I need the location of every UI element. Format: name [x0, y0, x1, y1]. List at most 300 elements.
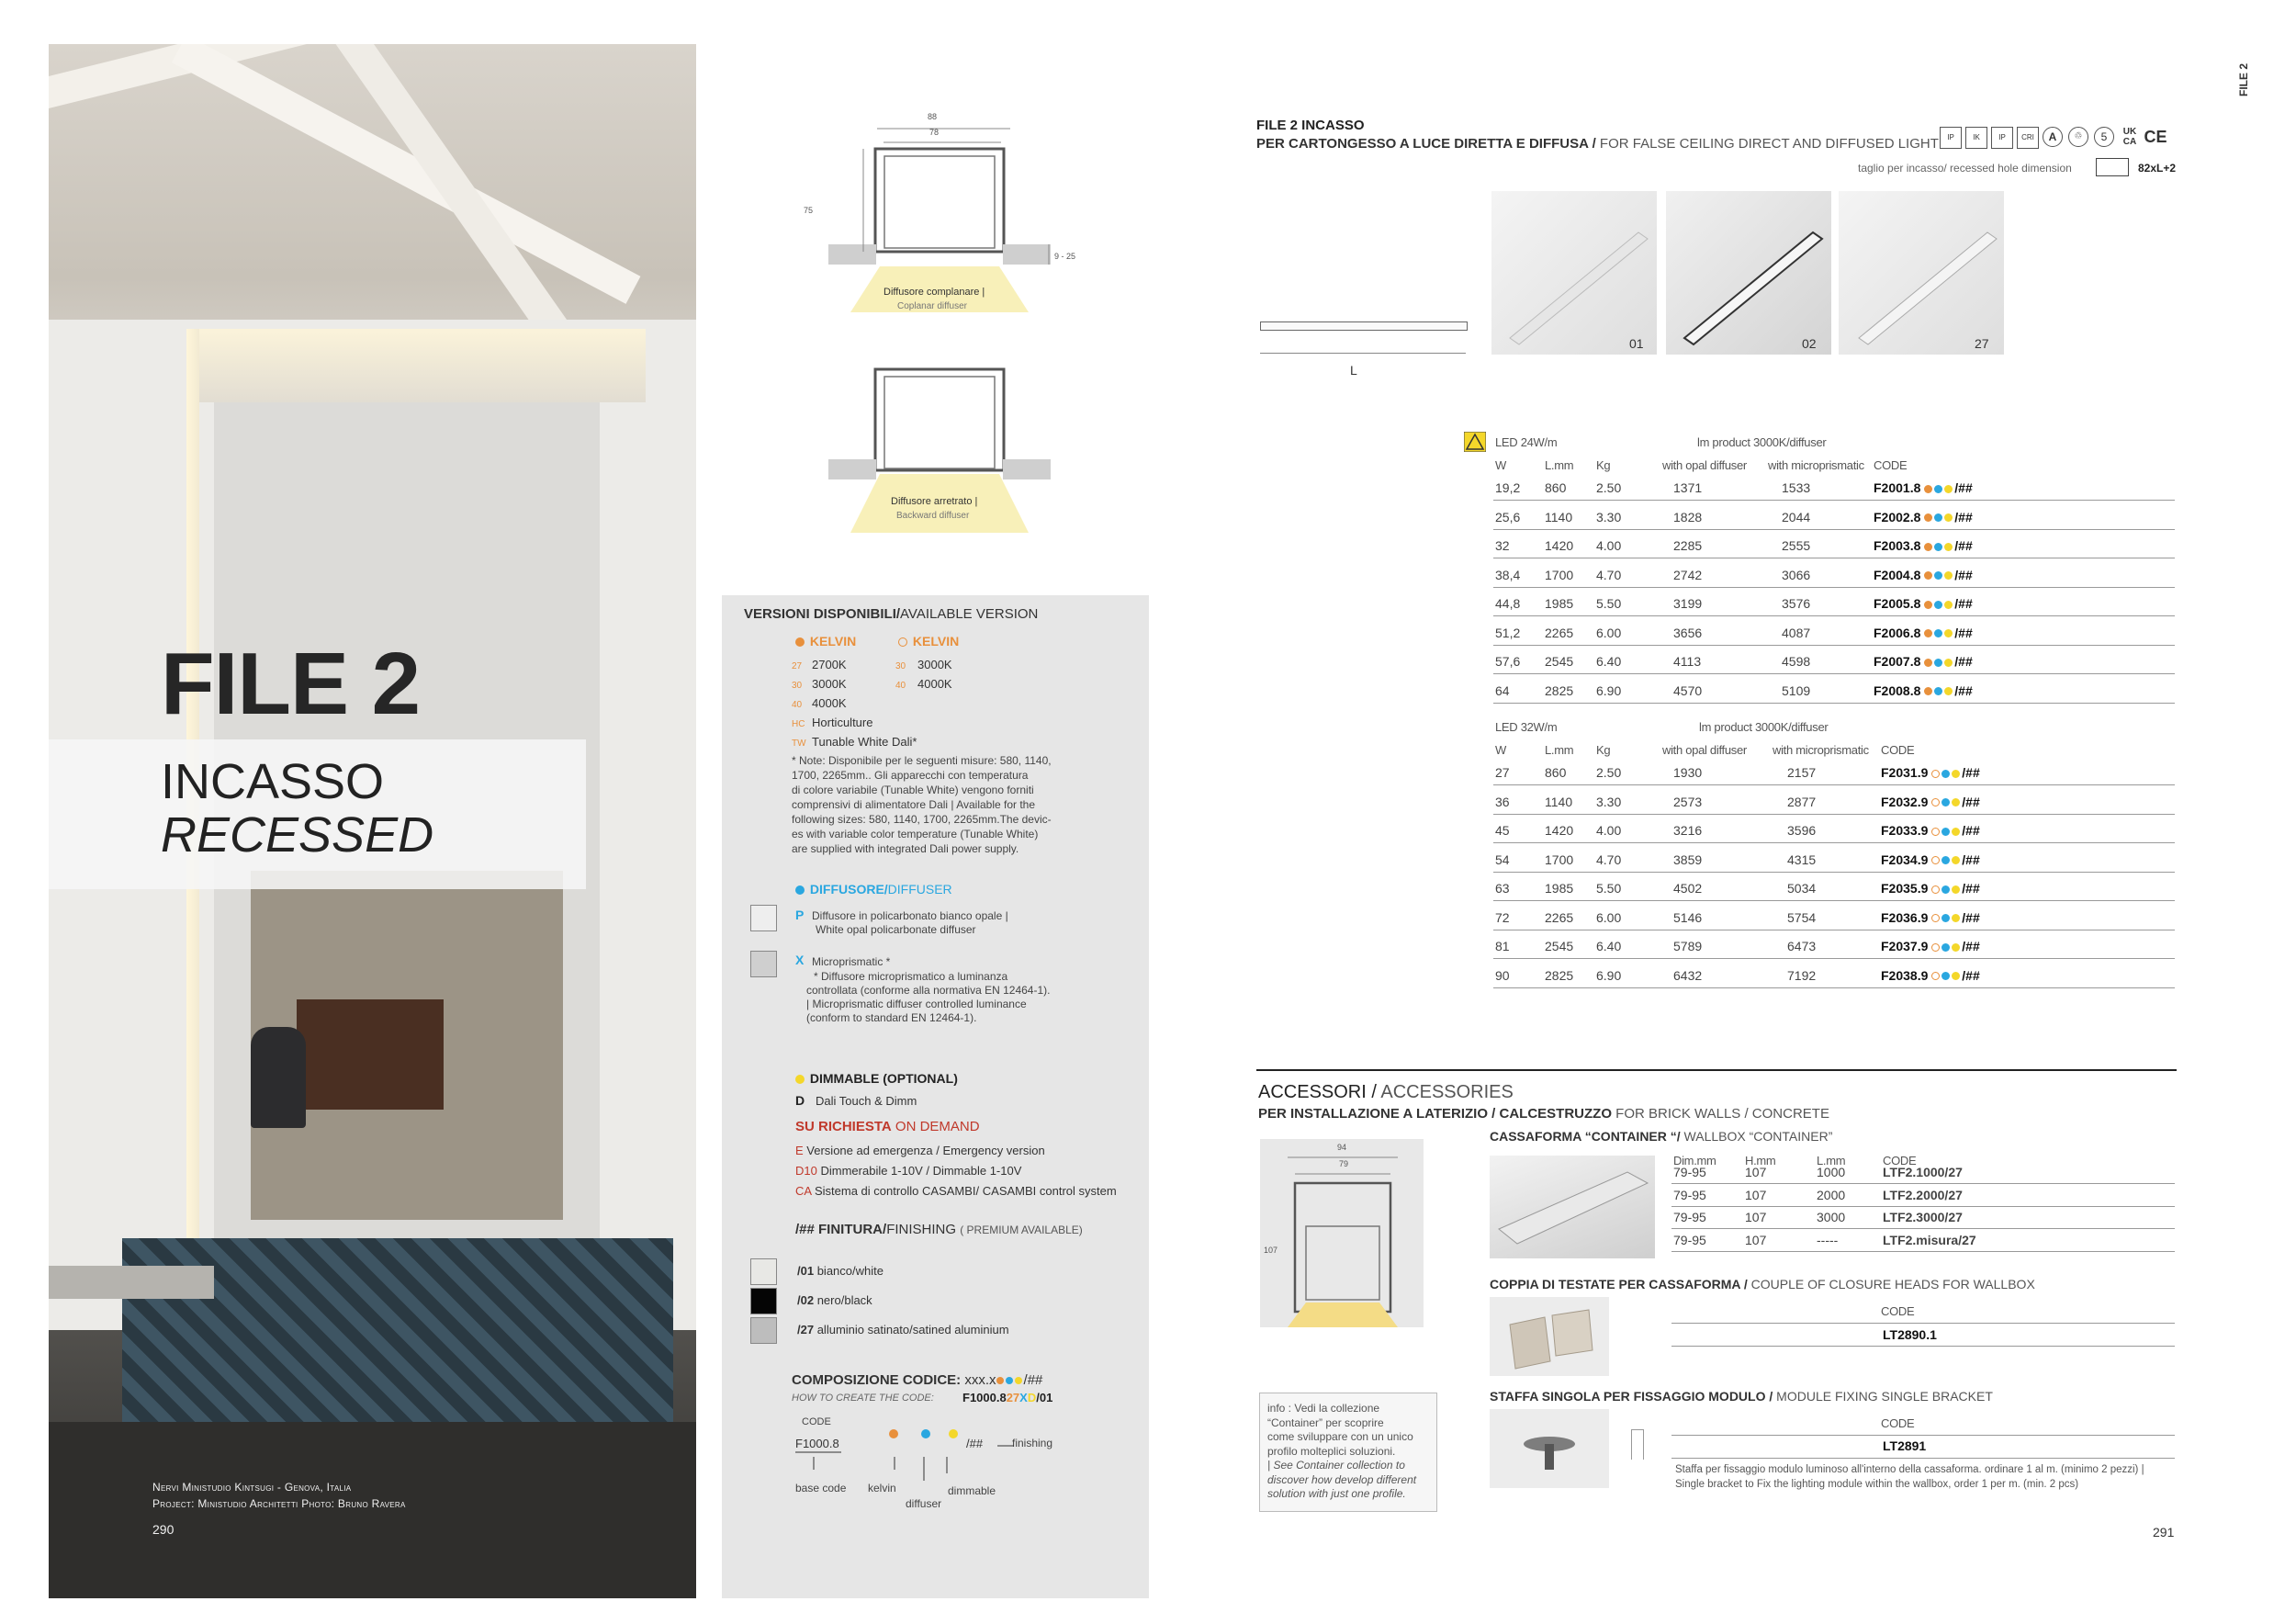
table-cell: 2545 [1545, 654, 1574, 669]
table-cell: 860 [1545, 765, 1567, 780]
ceiling-beam [172, 44, 640, 304]
table-cell: 1420 [1545, 823, 1574, 838]
finish-item [797, 1293, 872, 1307]
code-suffix: /## [1962, 939, 1980, 953]
finish-swatch-aluminium [750, 1317, 777, 1344]
col-kg: Kg [1596, 458, 1611, 472]
acc-col-dim: Dim.mm [1673, 1154, 1716, 1167]
product-subtitle-bold: PER CARTONGESSO A LUCE DIRETTA E DIFFUSA / [1256, 136, 1596, 152]
kelvin-dot-outline [898, 637, 907, 647]
kelvin-value: 4000K [917, 677, 952, 691]
table-cell: 5.50 [1596, 596, 1622, 611]
diffuser-x-line: * Diffusore microprismatico a luminanza [814, 970, 1008, 983]
coplanar-label-en: Coplanar diffuser [897, 301, 967, 311]
accessories-title-bold: ACCESSORI / [1258, 1082, 1377, 1102]
code-diagram [795, 1429, 1016, 1484]
ip44-icon: IP [1991, 127, 2013, 149]
version-dots [1920, 480, 1954, 495]
version-dots [1920, 654, 1954, 669]
code-cell [1881, 852, 1980, 867]
code-cell [1881, 910, 1980, 925]
table-cell: 90 [1495, 967, 1510, 983]
wallbox-title-bold: CASSAFORMA “CONTAINER “/ [1490, 1129, 1681, 1144]
dim-88: 88 [928, 112, 938, 121]
table-cell: 1700 [1545, 851, 1574, 867]
finish-swatch-black [750, 1288, 777, 1314]
table-cell: 107 [1745, 1232, 1767, 1247]
warning-icon [1464, 432, 1486, 452]
table-cell: 6.40 [1596, 654, 1622, 669]
table-cell: 3199 [1673, 596, 1703, 611]
table-cell: 6.40 [1596, 939, 1622, 953]
example-code [962, 1391, 1052, 1404]
heads-code-label: CODE [1881, 1304, 1915, 1318]
info-line: | See Container collection to [1267, 1459, 1405, 1472]
product-code: F2007.8 [1874, 654, 1921, 669]
table-cell: 2265 [1545, 909, 1574, 925]
version-dots [1920, 510, 1954, 524]
page-title: FILE 2 [161, 635, 421, 733]
dim-94: 94 [1337, 1143, 1347, 1152]
table-row [1671, 1229, 2175, 1252]
table-cell: 3576 [1782, 596, 1811, 611]
code-suffix: /## [1954, 567, 1973, 582]
version-dots [1920, 568, 1954, 582]
table-cell: 4.00 [1596, 538, 1622, 553]
dimmable-title-text: DIMMABLE (OPTIONAL) [809, 1071, 958, 1086]
table-cell: 79-95 [1673, 1232, 1706, 1247]
wallbox-title-light: WALLBOX “CONTAINER” [1680, 1129, 1833, 1144]
code-suffix: /## [1954, 480, 1973, 495]
product-code: F2035.9 [1881, 881, 1929, 896]
on-demand-label: Sistema di controllo CASAMBI/ CASAMBI control system [814, 1184, 1117, 1198]
kelvin-item [792, 694, 917, 714]
table-cell: 2.50 [1596, 480, 1622, 495]
cri-icon: CRI [2017, 127, 2039, 149]
table-cell: 4502 [1673, 881, 1703, 896]
base-code: F1000.8 [795, 1437, 839, 1450]
on-demand-label: Versione ad emergenza / Emergency version [806, 1144, 1045, 1157]
table-cell: 2265 [1545, 625, 1574, 640]
table-cell: 81 [1495, 939, 1510, 953]
info-line: info : Vedi la collezione [1267, 1402, 1380, 1415]
table-row [1493, 529, 2175, 558]
col-code: CODE [1881, 743, 1915, 757]
product-code: F2032.9 [1881, 794, 1929, 809]
info-text [1267, 1402, 1416, 1502]
table-cell: 4570 [1673, 682, 1703, 698]
example-diffuser: X [1019, 1391, 1028, 1404]
table-cell: 3000 [1817, 1210, 1846, 1224]
col-code: CODE [1874, 458, 1908, 472]
code-suffix: /## [1962, 794, 1980, 809]
table-row [1493, 785, 2175, 815]
step [49, 1266, 214, 1299]
col-kg: Kg [1596, 743, 1611, 757]
col-opal: with opal diffuser [1662, 458, 1747, 472]
table-cell: 5109 [1782, 682, 1811, 698]
code-cell [1881, 968, 1980, 983]
on-demand-code: D10 [795, 1164, 817, 1178]
kelvin-value: Tunable White Dali* [812, 735, 917, 749]
table-cell: 79-95 [1673, 1165, 1706, 1179]
code-suffix: /## [1962, 823, 1980, 838]
finish-label: bianco/white [816, 1264, 884, 1278]
code-suffix: /## [1954, 509, 1973, 524]
dim-79: 79 [1339, 1159, 1349, 1168]
kelvin-code: HC [792, 719, 805, 729]
code-label: CODE [802, 1416, 831, 1427]
length-label: L [1350, 363, 1357, 378]
diffuser-p-label-en: White opal policarbonate diffuser [816, 923, 976, 936]
table-row [1671, 1161, 2175, 1184]
kelvin-value: 4000K [812, 696, 847, 710]
kelvin-value: 3000K [917, 658, 952, 671]
comp-dot-orange [996, 1377, 1004, 1384]
table-cell: 3066 [1782, 567, 1811, 582]
product-code: F2038.9 [1881, 967, 1929, 983]
table-cell: 3596 [1787, 823, 1817, 838]
energy-class-icon: A [2043, 127, 2063, 147]
example-prefix: F1000.8 [962, 1391, 1007, 1404]
table-cell: 1985 [1545, 881, 1574, 896]
table-cell: 6.00 [1596, 625, 1622, 640]
table-cell: 51,2 [1495, 625, 1521, 640]
photo-label-27: 27 [1975, 336, 1989, 351]
acc-col-code: CODE [1883, 1154, 1917, 1167]
kelvin-item [895, 656, 952, 675]
table-row [1493, 587, 2175, 616]
bracket-code: LT2891 [1883, 1438, 1927, 1453]
on-demand-bold: SU RICHIESTA [795, 1119, 892, 1134]
dimmable-title [795, 1071, 958, 1086]
on-demand-light: ON DEMAND [895, 1119, 980, 1134]
page-number-right: 291 [2153, 1525, 2175, 1539]
finish-label: alluminio satinato/satined aluminium [816, 1323, 1009, 1336]
version-dots [1928, 795, 1962, 809]
table-cell: 107 [1745, 1210, 1767, 1224]
table-row [1493, 501, 2175, 530]
finishing-title-light: FINISHING [886, 1222, 957, 1237]
table-row [1493, 814, 2175, 843]
code-suffix: /## [1962, 967, 1980, 983]
table-cell: 6.90 [1596, 967, 1622, 983]
table [297, 999, 444, 1110]
light-strip-ceiling [186, 329, 646, 402]
finish-code: /27 [797, 1323, 815, 1336]
example-suffix: /01 [1036, 1391, 1053, 1404]
table-cell: 3859 [1673, 851, 1703, 867]
bracket-note-en: Single bracket to Fix the lighting module within the wallbox, order 1 per m. (min. 2 pcs) [1675, 1479, 2079, 1490]
ceiling-beam [335, 44, 582, 360]
table-cell: 1828 [1673, 509, 1703, 524]
kelvin-dot-filled [795, 637, 805, 647]
finish-code: /02 [797, 1293, 815, 1307]
heads-code: LT2890.1 [1883, 1327, 1937, 1342]
table-cell: 25,6 [1495, 509, 1521, 524]
finish-code: /01 [797, 1264, 815, 1278]
code-suffix: /## [1962, 765, 1980, 780]
dimmable-label: Dali Touch & Dimm [816, 1094, 917, 1108]
col-w: W [1495, 743, 1506, 757]
table-cell: 1420 [1545, 538, 1574, 553]
legend-base-code: base code [795, 1482, 847, 1494]
backward-label: Diffusore arretrato | [891, 496, 978, 507]
table-cell: 2825 [1545, 967, 1574, 983]
version-dots [1928, 852, 1962, 867]
product-photos-overlay [1491, 191, 2004, 355]
table-cell: 4.70 [1596, 851, 1622, 867]
lm-header-24: lm product 3000K/diffuser [1697, 435, 1827, 449]
table-cell: 6.90 [1596, 682, 1622, 698]
version-dots [1928, 765, 1962, 780]
side-tab: FILE 2 [2237, 62, 2250, 96]
cutout-icon [2096, 158, 2129, 176]
kelvin-code: TW [792, 739, 806, 749]
swatch-microprismatic [750, 951, 777, 977]
dim-107: 107 [1264, 1246, 1278, 1255]
product-code: F2034.9 [1881, 851, 1929, 867]
comp-dot-yellow [1015, 1377, 1022, 1384]
table-cell: 63 [1495, 881, 1510, 896]
diffuser-x-code: X [795, 953, 805, 967]
code-suffix: /## [1954, 596, 1973, 611]
info-line: “Container” per scoprire [1267, 1415, 1384, 1429]
code-cell [1881, 765, 1980, 780]
table-cell: 36 [1495, 794, 1510, 809]
led-24-label: LED 24W/m [1495, 435, 1558, 449]
finishing-word: finishing [1012, 1437, 1053, 1449]
code-suffix: /## [1954, 538, 1973, 553]
product-code: F2003.8 [1874, 538, 1921, 553]
table-cell: 38,4 [1495, 567, 1521, 582]
code-cell [1881, 939, 1980, 953]
diffuser-p-code: P [795, 908, 805, 922]
accessories-title [1258, 1082, 1514, 1103]
table-cell: 1140 [1545, 509, 1573, 524]
on-demand-label: Dimmerabile 1-10V / Dimmable 1-10V [820, 1164, 1022, 1178]
wallbox-photo-overlay [1490, 1156, 1655, 1258]
accessories-subtitle-light: FOR BRICK WALLS / CONCRETE [1611, 1106, 1829, 1122]
diffuser-x-desc [806, 970, 1050, 1025]
finish-swatch-white [750, 1258, 777, 1285]
table-row [1493, 930, 2175, 959]
table-cell: 1371 [1673, 480, 1703, 495]
code-cell [1881, 881, 1980, 896]
composition-title-text: COMPOSIZIONE CODICE: [792, 1372, 962, 1388]
code-cell [1874, 538, 1973, 553]
profile-side-drawing [1260, 321, 1468, 331]
table-row [1493, 756, 2175, 785]
product-code: F2002.8 [1874, 509, 1921, 524]
product-title: FILE 2 INCASSO [1256, 118, 1365, 133]
table-row [1671, 1206, 2175, 1229]
table-cell: 1930 [1673, 765, 1703, 780]
kelvin-label-left [795, 634, 856, 648]
bracket-code-label: CODE [1881, 1416, 1915, 1430]
table-cell: 2573 [1673, 794, 1703, 809]
bracket-photo-overlay [1490, 1409, 1609, 1488]
code-suffix: /## [1962, 881, 1980, 896]
table-cell: 1700 [1545, 567, 1574, 582]
code-cell [1874, 480, 1973, 495]
dim-75: 75 [804, 206, 814, 215]
versions-note [792, 753, 1052, 856]
col-lmm: L.mm [1545, 458, 1574, 472]
diffuser-x-line: controllata (conforme alla normativa EN 12464-1). [806, 984, 1051, 997]
ip40-icon: IP [1940, 127, 1962, 149]
version-dots [1920, 538, 1954, 553]
kelvin-item [895, 675, 952, 694]
table-row [1493, 645, 2175, 674]
code-suffix: /## [1962, 851, 1980, 867]
note-line: are supplied with integrated Dali power supply. [792, 842, 1019, 855]
legend-diffuser: diffuser [906, 1497, 942, 1510]
diffuser-title-light: DIFFUSER [887, 882, 952, 897]
code-cell [1874, 568, 1973, 582]
code-cell [1874, 596, 1973, 611]
kelvin-left-text: KELVIN [809, 634, 857, 648]
section-drawing-backward [808, 358, 1102, 551]
col-opal: with opal diffuser [1662, 743, 1747, 757]
note-line: di colore variabile (Tunable White) vengono forniti [792, 784, 1034, 796]
accessories-rule [1256, 1069, 2177, 1071]
photo-caption: Nervi Ministudio Kintsugi - Genova, Italia [152, 1481, 352, 1494]
product-code: F2004.8 [1874, 567, 1921, 582]
product-code: F2006.8 [1874, 625, 1921, 640]
on-demand-code: E [795, 1144, 804, 1157]
table-cell: 5146 [1673, 909, 1703, 925]
code-suffix: /## [1954, 654, 1973, 669]
finishing-note: ( PREMIUM AVAILABLE) [960, 1224, 1083, 1236]
on-demand-item [795, 1161, 1117, 1181]
diffuser-p-label: Diffusore in policarbonato bianco opale | [812, 909, 1008, 922]
diffuser-x-line: | Microprismatic diffuser controlled luminance [806, 998, 1027, 1010]
versions-title-bold: VERSIONI DISPONIBILI/ [744, 606, 901, 622]
warranty-5-icon: 5 [2094, 127, 2114, 147]
col-lmm: L.mm [1545, 743, 1574, 757]
kelvin-label-right [898, 634, 959, 648]
accessories-title-light: ACCESSORIES [1376, 1082, 1514, 1102]
code-cell [1874, 626, 1973, 640]
table-cell: 5754 [1787, 909, 1817, 925]
table-cell: 2044 [1782, 509, 1811, 524]
page-number-left: 290 [152, 1522, 174, 1537]
accessories-subtitle-bold: PER INSTALLAZIONE A LATERIZIO / CALCESTRUZZO [1258, 1106, 1612, 1122]
page-subtitle: INCASSO [161, 754, 385, 809]
kelvin-list-right [895, 656, 952, 694]
finishing-title [795, 1222, 1083, 1237]
heads-title-bold: COPPIA DI TESTATE PER CASSAFORMA / [1490, 1277, 1748, 1291]
table-row [1671, 1184, 2175, 1207]
table-row [1493, 901, 2175, 930]
table-cell: 45 [1495, 823, 1510, 838]
accessory-code: LTF2.3000/27 [1883, 1210, 1963, 1224]
product-subtitle [1256, 136, 1939, 152]
kelvin-code: 40 [895, 681, 906, 691]
table-cell: 1533 [1782, 480, 1811, 495]
versions-title [744, 606, 1038, 622]
product-subtitle-light: FOR FALSE CEILING DIRECT AND DIFFUSED LIGHT [1595, 136, 1939, 152]
table-cell: 107 [1745, 1165, 1767, 1179]
table-cell: 4087 [1782, 625, 1811, 640]
table-cell: 2742 [1673, 567, 1703, 582]
product-code: F2008.8 [1874, 682, 1921, 698]
table-cell: 107 [1745, 1187, 1767, 1202]
table-cell: 2157 [1787, 765, 1817, 780]
acc-col-l: L.mm [1817, 1154, 1846, 1167]
on-demand-list [795, 1141, 1117, 1201]
table-cell: 3.30 [1596, 794, 1622, 809]
kelvin-right-text: KELVIN [912, 634, 960, 648]
col-micro: with microprismatic [1768, 458, 1864, 472]
chair [251, 1027, 306, 1128]
dark-floor [49, 1422, 696, 1598]
legend-dimmable: dimmable [948, 1484, 996, 1497]
ukca-icon: UK CA [2122, 127, 2137, 147]
kelvin-value: Horticulture [812, 716, 873, 729]
table-cell: 1140 [1545, 794, 1573, 809]
table-cell: ----- [1817, 1232, 1839, 1247]
table-cell: 4315 [1787, 851, 1817, 867]
table-cell: 4.70 [1596, 567, 1622, 582]
table-cell: 4113 [1673, 654, 1702, 669]
cutout-label: taglio per incasso/ recessed hole dimension [1858, 162, 2072, 175]
hash-code: /## [966, 1437, 984, 1450]
table-cell: 4.00 [1596, 823, 1622, 838]
on-demand-item [795, 1141, 1117, 1161]
comp-dot-cyan [1006, 1377, 1013, 1384]
backward-label-en: Backward diffuser [896, 511, 970, 521]
version-dots [1928, 939, 1962, 953]
diffuser-title-bold: DIFFUSORE/ [809, 882, 888, 897]
kelvin-item [792, 714, 917, 733]
table-cell: 3656 [1673, 625, 1703, 640]
bracket-title-light: MODULE FIXING SINGLE BRACKET [1773, 1389, 1993, 1404]
table-cell: 5789 [1673, 939, 1703, 953]
dim-78: 78 [929, 128, 940, 137]
howto-label: HOW TO CREATE THE CODE: [792, 1393, 934, 1404]
table-row [1493, 471, 2175, 501]
table-cell: 2545 [1545, 939, 1574, 953]
kelvin-item [792, 733, 917, 752]
dimmable-code: D [795, 1093, 805, 1108]
table-row [1493, 843, 2175, 873]
code-cell [1874, 654, 1973, 669]
kelvin-value: 3000K [812, 677, 847, 691]
on-demand-title [795, 1119, 980, 1134]
photo-label-01: 01 [1629, 336, 1644, 351]
table-row [1493, 558, 2175, 588]
table-cell: 79-95 [1673, 1210, 1706, 1224]
acc-col-h: H.mm [1745, 1154, 1776, 1167]
note-line: * Note: Disponibile per le seguenti misure: 580, 1140, [792, 754, 1052, 767]
table-cell: 19,2 [1495, 480, 1521, 495]
on-demand-code: CA [795, 1184, 812, 1198]
table-cell: 5034 [1787, 881, 1817, 896]
finish-label: nero/black [816, 1293, 872, 1307]
table-cell: 57,6 [1495, 654, 1521, 669]
kelvin-value: 2700K [812, 658, 847, 671]
table-cell: 2555 [1782, 538, 1811, 553]
bracket-title-bold: STAFFA SINGOLA PER FISSAGGIO MODULO / [1490, 1389, 1773, 1404]
col-micro: with microprismatic [1773, 743, 1869, 757]
code-suffix: /## [1954, 625, 1973, 640]
table-cell: 5.50 [1596, 881, 1622, 896]
table-cell: 7192 [1787, 967, 1817, 983]
version-dots [1928, 823, 1962, 838]
diffuser-x-label: Microprismatic * [812, 955, 891, 968]
